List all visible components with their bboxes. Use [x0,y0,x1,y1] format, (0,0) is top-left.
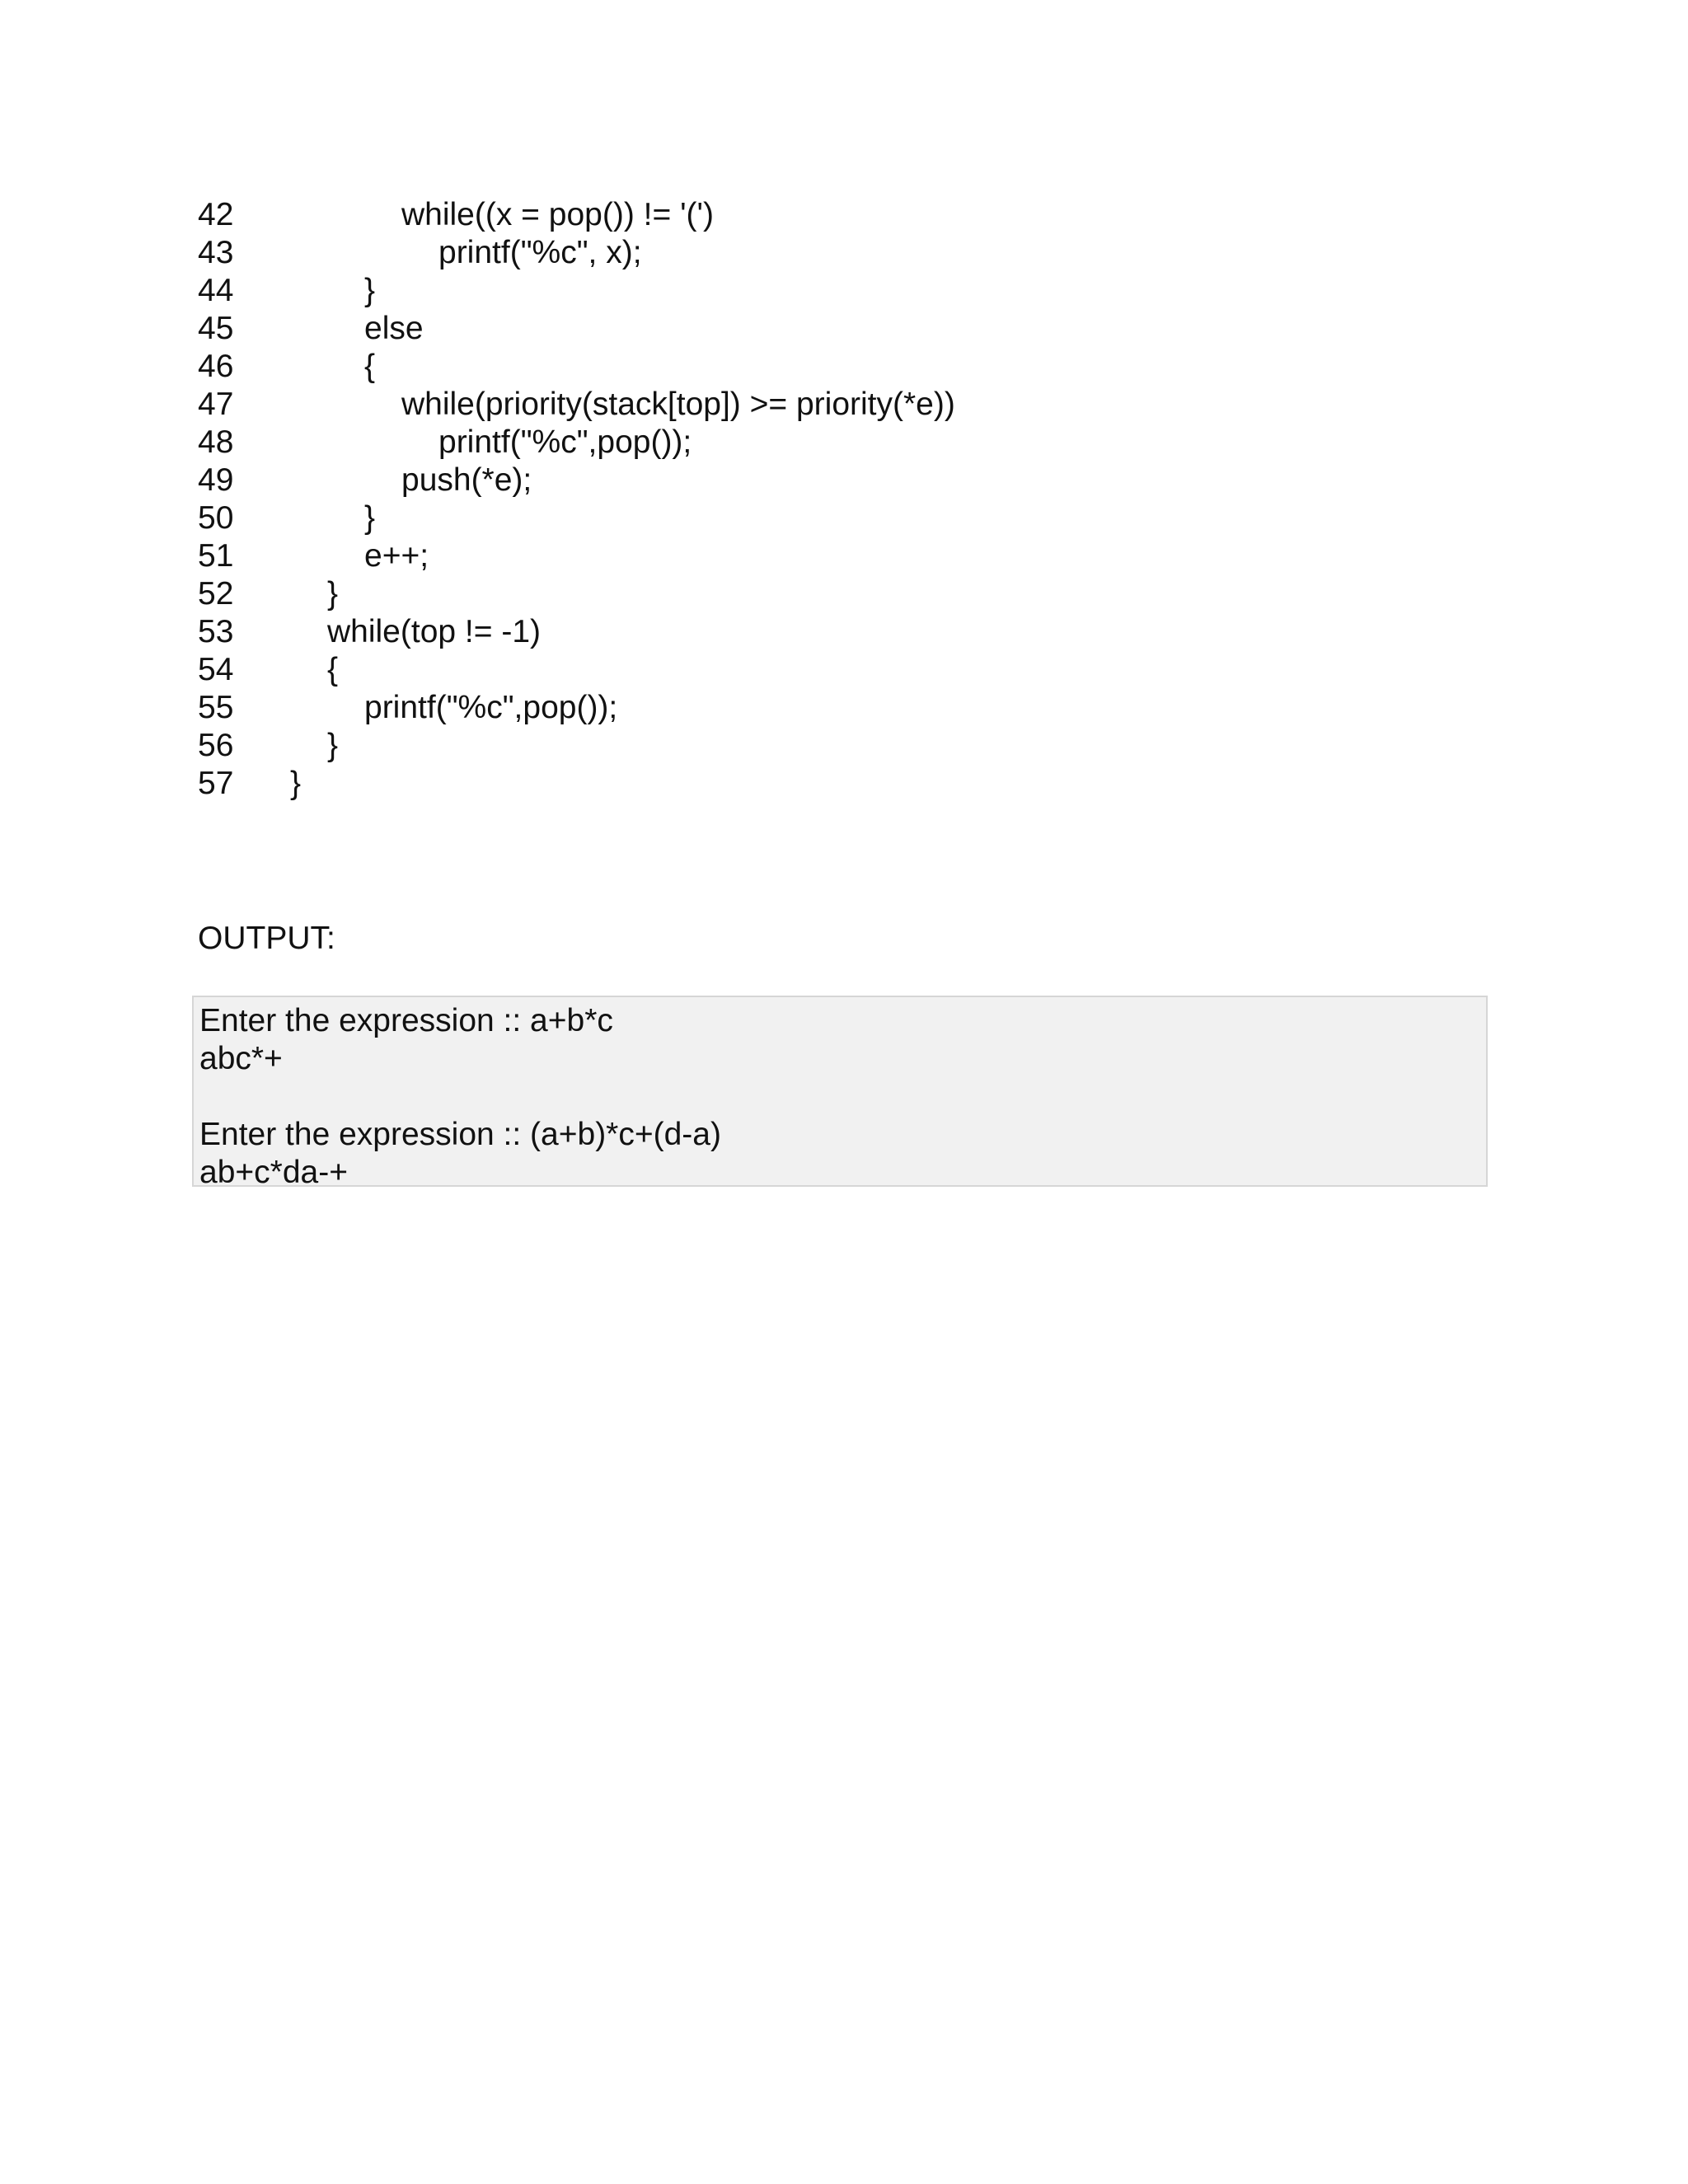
code-text: printf("%c", x); [438,235,642,270]
code-line [198,689,1517,727]
code-line [198,196,1517,234]
line-number: 44 [198,273,234,308]
output-console-box [192,996,1488,1190]
line-number: 56 [198,728,234,763]
code-text: { [364,349,376,384]
code-line [198,613,1517,651]
code-line [198,727,1517,765]
line-number: 54 [198,652,234,687]
output-line: Enter the expression :: a+b*c [199,1003,613,1038]
code-line [198,575,1517,613]
line-number: 43 [198,235,234,270]
code-text: printf("%c",pop()); [364,690,618,725]
code-line [198,424,1517,462]
line-number: 53 [198,614,234,649]
line-number: 46 [198,349,234,384]
line-number: 48 [198,424,234,460]
code-line [198,310,1517,348]
line-number: 50 [198,500,234,536]
code-text: printf("%c",pop()); [438,424,692,460]
code-line [198,348,1517,386]
output-line: Enter the expression :: (a+b)*c+(d-a) [199,1117,721,1152]
code-listing [198,196,1517,803]
output-heading: OUTPUT: [198,921,335,956]
code-text: while(top != -1) [327,614,542,649]
code-text: push(*e); [401,462,532,498]
code-text: e++; [364,538,429,574]
code-line [198,272,1517,310]
code-line [198,234,1517,272]
code-text: } [327,728,339,763]
code-line [198,386,1517,424]
line-number: 51 [198,538,234,574]
line-number: 47 [198,387,234,422]
code-text: } [364,273,376,308]
code-text: } [290,766,302,801]
code-text: } [327,576,339,612]
line-number: 45 [198,311,234,346]
code-text: } [364,500,376,536]
line-number: 42 [198,197,234,232]
code-text: { [327,652,339,687]
code-line [198,651,1517,689]
output-line: abc*+ [199,1041,283,1076]
line-number: 49 [198,462,234,498]
code-line [198,537,1517,575]
output-line: ab+c*da-+ [199,1155,348,1190]
line-number: 57 [198,766,234,801]
line-number: 52 [198,576,234,612]
code-text: else [364,311,424,346]
code-line [198,462,1517,499]
code-text: while((x = pop()) != '(') [401,197,714,232]
line-number: 55 [198,690,234,725]
code-text: while(priority(stack[top]) >= priority(*e)) [401,387,955,422]
code-line [198,499,1517,537]
code-line [198,765,1517,803]
